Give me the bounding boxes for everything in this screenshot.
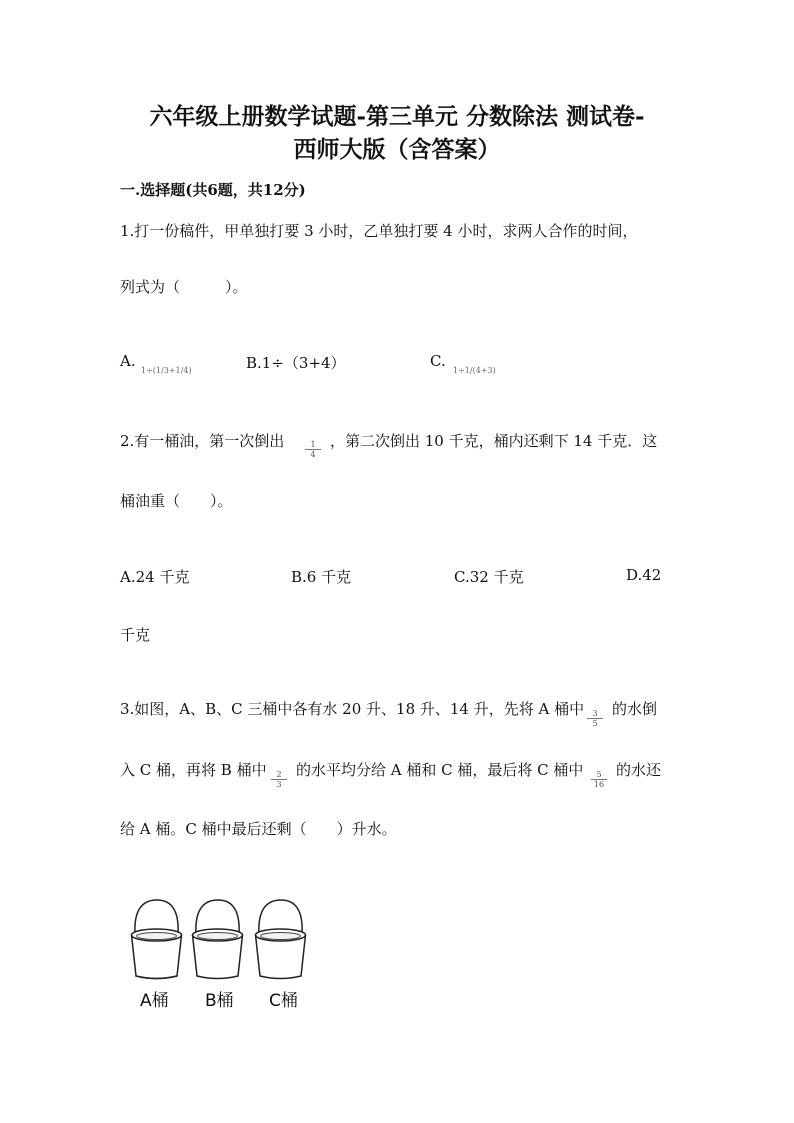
- bucket-c-label: C桶: [269, 991, 298, 1011]
- bucket-a-icon: [132, 900, 182, 979]
- q1-option-a-formula: 1÷(1/3+1/4): [141, 366, 192, 375]
- page-title-line-1: 六年级上册数学试题-第三单元 分数除法 测试卷-: [149, 103, 645, 130]
- bucket-a-label: A桶: [140, 991, 169, 1011]
- q2-fraction-denominator: 4: [310, 450, 316, 459]
- q3-text-line-1-start: 3.如图，A、B、C 三桶中各有水 20 升、18 升、14 升，先将 A 桶中: [120, 700, 585, 718]
- bucket-b-icon: [193, 900, 243, 979]
- q3-fraction-1: [587, 709, 603, 728]
- q3-fraction-2-denominator: 3: [276, 780, 282, 789]
- q2-text-line-1-end: ，第二次倒出 10 千克，桶内还剩下 14 千克．这: [330, 432, 658, 450]
- q2-fraction: [305, 440, 321, 459]
- q3-text-line-2-start: 入 C 桶，再将 B 桶中: [120, 761, 267, 779]
- q3-fraction-3-numerator: 5: [591, 770, 607, 780]
- q3-fraction-1-numerator: 3: [587, 709, 603, 719]
- q1-option-b: B.1÷（3+4）: [246, 354, 346, 372]
- q1-text-line-1: 1.打一份稿件，甲单独打要 3 小时，乙单独打要 4 小时，求两人合作的时间，: [120, 222, 638, 240]
- q2-text-line-1-start: 2.有一桶油，第一次倒出: [120, 432, 285, 450]
- q2-option-a: A.24 千克: [120, 568, 190, 586]
- q1-text-line-2: 列式为（ ）。: [120, 278, 248, 296]
- q3-fraction-3-denominator: 16: [593, 780, 605, 789]
- q2-option-d: D.42: [626, 566, 662, 584]
- q3-text-line-2-middle: 的水平均分给 A 桶和 C 桶，最后将 C 桶中: [296, 761, 584, 779]
- q3-text-line-3: 给 A 桶。C 桶中最后还剩（ ）升水。: [120, 820, 397, 838]
- q3-fraction-2-numerator: 2: [271, 770, 287, 780]
- q3-fraction-2: [271, 770, 287, 789]
- page-title-line-2: 西师大版（含答案）: [293, 136, 501, 163]
- q1-option-c-formula: 1÷1/(4+3): [453, 366, 496, 375]
- q2-fraction-numerator: 1: [305, 440, 321, 450]
- bucket-c-icon: [256, 900, 306, 979]
- q1-option-a-label: A.: [120, 352, 136, 370]
- q3-text-line-2-end: 的水还: [616, 761, 662, 779]
- q2-option-c: C.32 千克: [454, 568, 524, 586]
- q2-option-b: B.6 千克: [291, 568, 352, 586]
- q1-option-c-label: C.: [430, 352, 446, 370]
- q3-fraction-3: [591, 770, 607, 789]
- q3-text-line-1-end: 的水倒: [612, 700, 658, 718]
- bucket-b-label: B桶: [205, 991, 234, 1011]
- section-heading: 一.选择题(共6题，共12分): [120, 181, 306, 199]
- buckets-figure: [120, 895, 320, 985]
- q2-text-line-2: 桶油重（ ）。: [120, 492, 233, 510]
- q2-option-d-continued: 千克: [120, 626, 151, 644]
- q3-fraction-1-denominator: 5: [592, 719, 598, 728]
